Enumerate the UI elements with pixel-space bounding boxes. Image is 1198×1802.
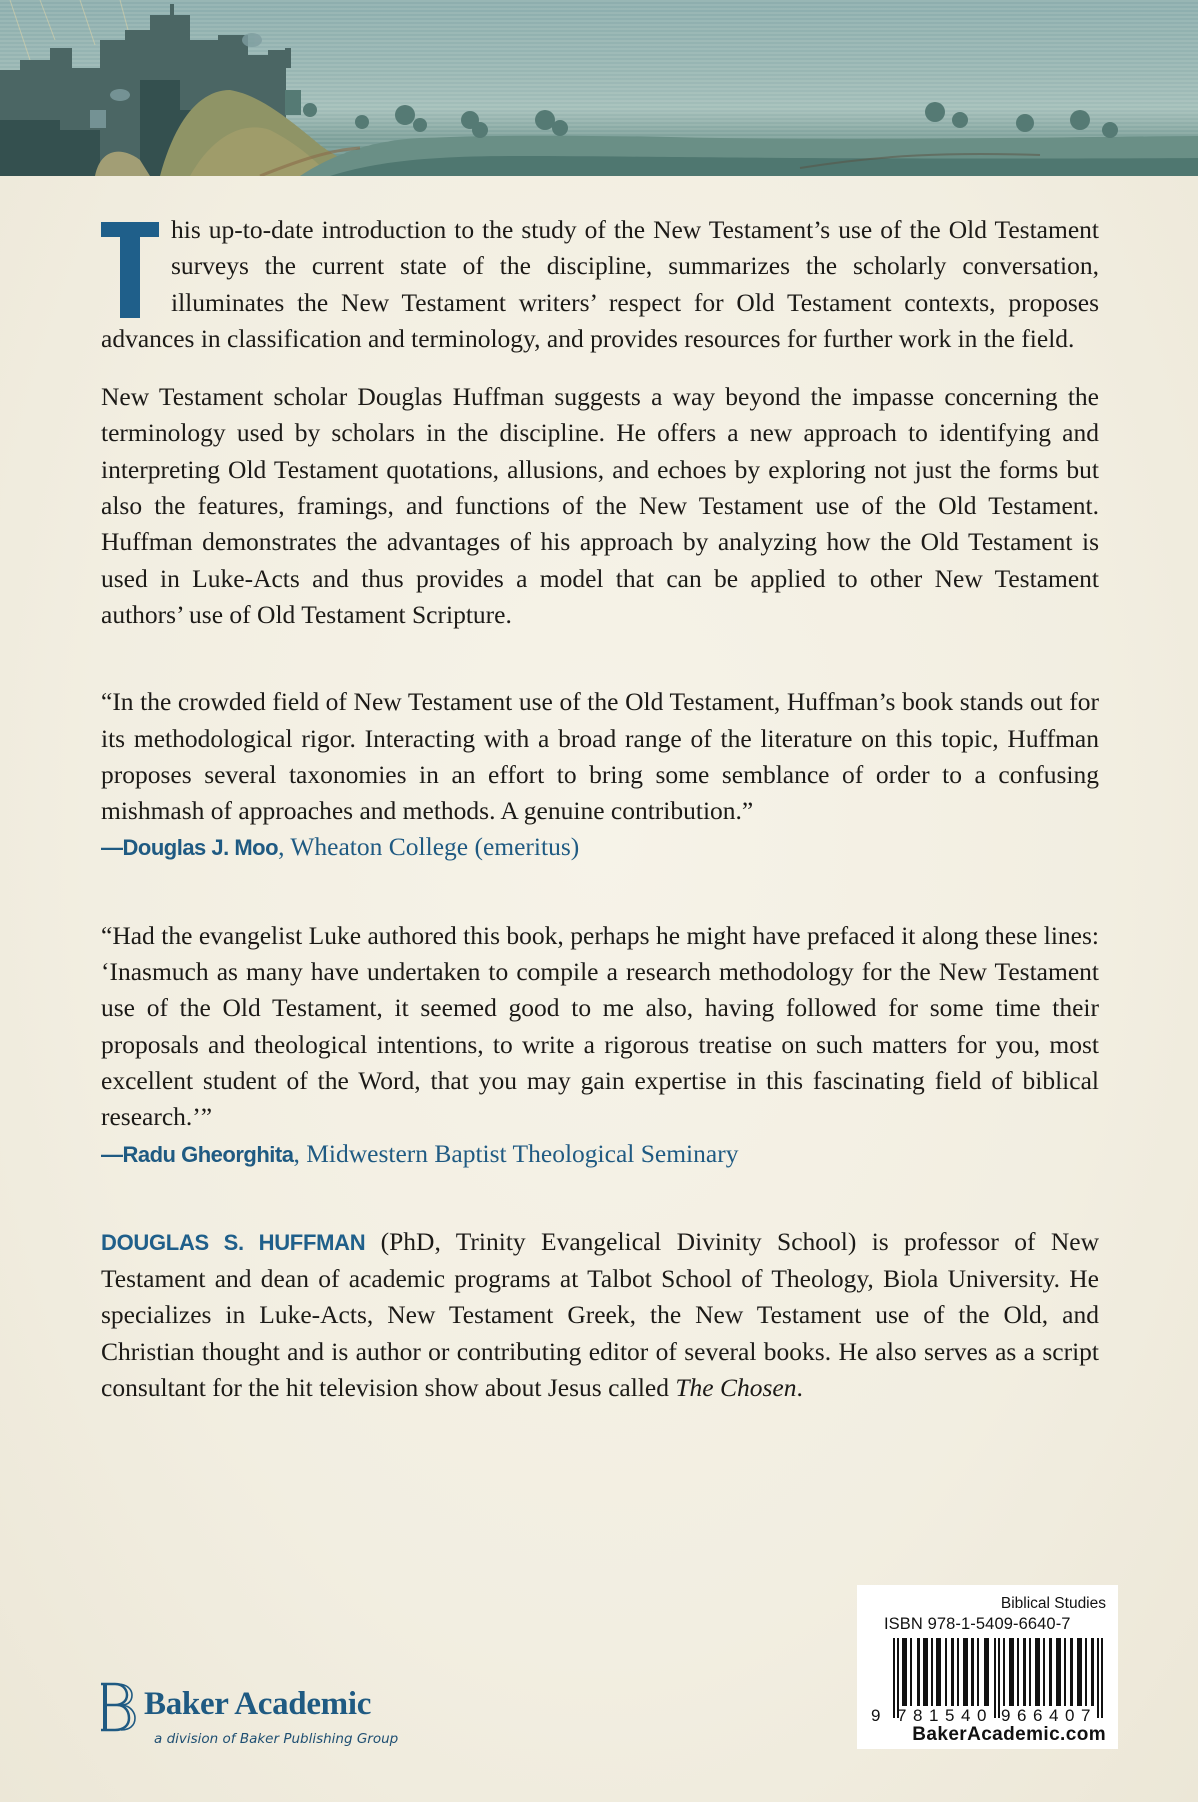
publisher-logo — [97, 1682, 457, 1752]
description-text-1: his up-to-date introduction to the study of the New Testament’s use of the Old Testament surveys the current state of the discipline, summarizes the scholarly conversation, illuminates the New Testament writers’ respect for Old Testament contexts, proposes advances in classification and terminology, and provides resources for further work in the field. — [101, 215, 1099, 353]
publisher-tagline: a division of Baker Publishing Group — [154, 1731, 399, 1747]
endorser-name: Douglas J. Moo — [122, 835, 279, 861]
endorser-name: Radu Gheorghita — [122, 1141, 294, 1167]
description-paragraph-1 — [101, 212, 1099, 357]
publisher-website: BakerAcademic.com — [912, 1724, 1106, 1745]
author-name: DOUGLAS S. HUFFMAN — [101, 1229, 366, 1255]
show-title: The Chosen — [675, 1373, 797, 1403]
endorsement-quote: “In the crowded field of New Testament use of the Old Testament, Huffman’s book stands out for its methodological rigor. Interacting with a broad range of the literature on this topic, Huffman proposes several taxonomies in an effort to bring some semblance of order to a confusing mishmash of approaches and methods. A genuine contribution.” — [101, 687, 1099, 826]
endorser-affiliation: , Midwestern Baptist Theological Seminary — [293, 1138, 739, 1168]
back-cover-text — [101, 212, 1099, 1406]
endorsement-moo — [101, 684, 1099, 866]
publisher-name: Baker Academic — [144, 1686, 372, 1722]
cover-art-banner — [0, 0, 1198, 176]
isbn-number: ISBN 978-1-5409-6640-7 — [884, 1615, 1071, 1633]
endorsement-gheorghita — [101, 918, 1099, 1173]
author-bio: DOUGLAS S. HUFFMAN (PhD, Trinity Evangelical Divinity School) is professor of New Testament and dean of academic programs at Talbot School of Theology, Biola University. He specializes in Luke-Acts, New Testament Greek, the New Testament use of the Old, and Christian thought and is author or contributing editor of several books. He also serves as a script consultant for the hit television show about Jesus called The Chosen. — [101, 1226, 1099, 1403]
drop-cap — [101, 222, 159, 318]
book-category: Biblical Studies — [1000, 1595, 1106, 1612]
endorser-affiliation: , Wheaton College (emeritus) — [278, 832, 580, 862]
description-paragraph-2: New Testament scholar Douglas Huffman suggests a way beyond the impasse concerning the terminology used by scholars in the discipline. He offers a new approach to identifying and interpreting Old Testament quotations, allusions, and echoes by exploring not just the forms but also the features, framings, and functions of the New Testament use of the Old Testament. Huffman demonstrates the advantages of his approach by analyzing how the Old Testament is used in Luke-Acts and thus provides a model that can be applied to other New Testament authors’ use of Old Testament Scripture. — [101, 382, 1099, 629]
cityscape-painting-icon — [0, 0, 1198, 176]
barcode-digits: 9 7 8 1 5 4 0 9 6 6 4 0 7 — [871, 1706, 1091, 1725]
endorsement-quote: “Had the evangelist Luke authored this book, perhaps he might have prefaced it along these lines: ‘Inasmuch as many have undertaken to compile a research methodology for the New Testament use of the Old Testament, it seemed good to me also, having followed for some time their proposals and theological intentions, to write a rigorous treatise on such matters for you, most excellent student of the Word, that you may gain expertise in this fascinating field of biblical research.’” — [101, 920, 1099, 1132]
isbn-barcode-block — [857, 1585, 1118, 1749]
endorsement-attribution: —Douglas J. Moo, Wheaton College (emeritus) — [101, 832, 580, 862]
endorsement-attribution: —Radu Gheorghita, Midwestern Baptist Theological Seminary — [101, 1138, 739, 1168]
baker-b-logo-icon — [97, 1682, 137, 1732]
